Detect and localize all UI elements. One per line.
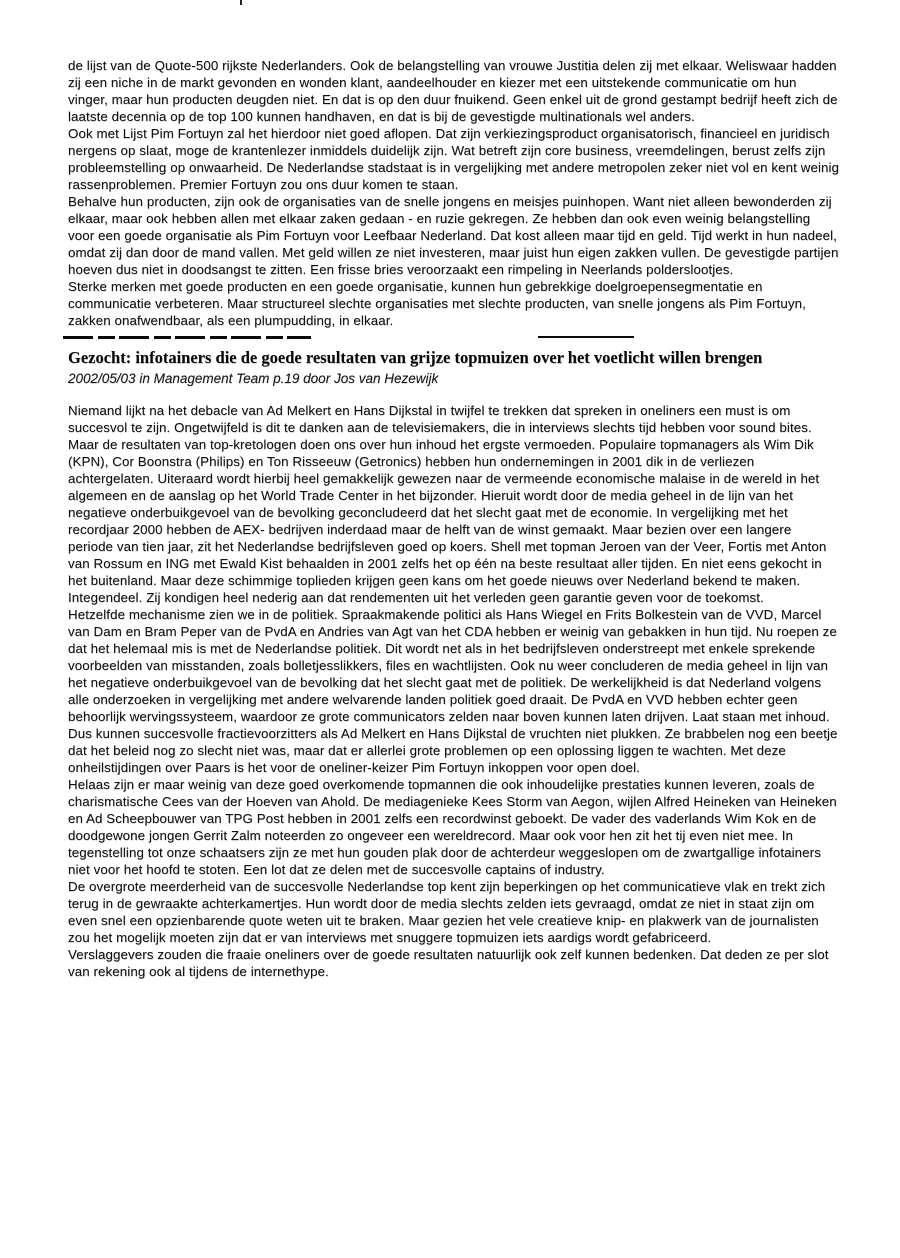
paragraph: De overgrote meerderheid van de succesvolle Nederlandse top kent zijn beperkingen op het communicatieve vlak en trekt zich terug in de gewraakte achterkamertjes. Hun wordt door de media slechts zelden iets gevraagd, omdat ze niet in staat zijn om even snel een opzienbarende quote weten uit te braken. Maar gezien het vele creatieve knip- en plakwerk van de journalisten zou het mogelijk moeten zijn dat er van interviews met snuggere topmuizen iets aardigs wordt gefabriceerd.: [68, 878, 826, 945]
divider-solid-segment: [538, 336, 634, 338]
paragraph: Behalve hun producten, zijn ook de organisaties van de snelle jongens en meisjes puinhopen. Want niet alleen bewonderden zij elkaar, maar ook hebben allen met elkaar zaken gedaan - en ruzie gekregen. Ze hebben dan ook even weinig belangstelling voor een goede organisatie als Pim Fortuyn voor Leefbaar Nederland. Dat kost alleen maar tijd en geld. Tijd werkt in hun nadeel, omdat zij dan door de mand vallen. Met geld willen ze niet investeren, maar juist hun eigen zakken vullen. De gevestigde partijen hoeven dus niet in doodsangst te zitten. Een frisse bries veroorzaakt een rimpeling in Neerlands polderslootjes.: [68, 194, 839, 277]
section-previous-article-continuation: [68, 57, 840, 329]
article-body: [68, 402, 840, 980]
scan-artifact-mark: [240, 0, 242, 5]
article-byline: 2002/05/03 in Management Team p.19 door Jos van Hezewijk: [68, 370, 439, 386]
section-article: [68, 346, 840, 980]
article-title: Gezocht: infotainers die de goede resultaten van grijze topmuizen over het voetlicht willen brengen: [68, 348, 763, 367]
page-content: [68, 57, 840, 980]
paragraph: Helaas zijn er maar weinig van deze goed overkomende topmannen die ook inhoudelijke prestaties kunnen leveren, zoals de charismatische Cees van der Hoeven van Ahold. De mediagenieke Kees Storm van Aegon, wijlen Alfred Heineken van Heineken en Ad Scheepbouwer van TPG Post hebben in 2001 zelfs een recordwinst geboekt. De vader des vaderlands Wim Kok en de doodgewone jongen Gerrit Zalm noteerden zo ongeveer een wereldrecord. Maar ook voor hen zit het tij even niet mee. In tegenstelling tot onze schaatsers zijn ze met hun gouden plak door de achterdeur weggeslopen om de zwartgallige infotainers niet voor het hoofd te stoten. Een lot dat ze delen met de succesvolle captains of industry.: [68, 776, 837, 877]
paragraph: Ook met Lijst Pim Fortuyn zal het hierdoor niet goed aflopen. Dat zijn verkiezingsproduct organisatorisch, financieel en juridisch nergens op slaat, moge de krantenlezer inmiddels duidelijk zijn. Wat betreft zijn core business, vreemdelingen, berust zelfs zijn probleemstelling op onwaarheid. De Nederlandse stadstaat is in vergelijking met andere metropolen zeker niet vol en kent weinig rassenproblemen. Premier Fortuyn zou ons duur komen te staan.: [68, 126, 840, 192]
paragraph: Niemand lijkt na het debacle van Ad Melkert en Hans Dijkstal in twijfel te trekken dat spreken in oneliners een must is om succesvol te zijn. Ongetwijfeld is dit te danken aan de televisiemakers, die in interviews slechts tijd hebben voor sound bites. Maar de resultaten van top-kretologen doen ons over hun inhoud het ergste vermoeden. Populaire topmanagers als Wim Dik (KPN), Cor Boonstra (Philips) en Ton Risseeuw (Getronics) hebben hun ondernemingen in 2001 dik in de verliezen achtergelaten. Uiteraard wordt hierbij heel gemakkelijk gewezen naar de vermeende economische malaise in de wereld in het algemeen en de aanslag op het World Trade Center in het bijzonder. Hieruit wordt door de media geheel in de lijn van het negatieve onderbuikgevoel van de bevolking geconcludeerd dat het slecht gaat met de economie. In vergelijking met het recordjaar 2000 hebben de AEX- bedrijven inderdaad maar de helft van de winst gemaakt. Maar bezien over een langere periode van tien jaar, zit het Nederlandse bedrijfsleven goed op koers. Shell met topman Jeroen van der Veer, Fortis met Anton van Rossum en ING met Ewald Kist behaalden in 2001 zelfs het op één na beste resultaat aller tijden. En niet eens gekocht in het buitenland. Maar deze schimmige toplieden krijgen geen kans om het goede nieuws over Nederland bekend te maken. Integendeel. Zij kondigen heel nederig aan dat rendementen uit het verleden geen garantie geven voor de toekomst.: [68, 402, 827, 605]
divider-dashed-segment: [63, 336, 311, 339]
paragraph: de lijst van de Quote-500 rijkste Nederlanders. Ook de belangstelling van vrouwe Justitia delen zij met elkaar. Weliswaar hadden zij een niche in de markt gevonden en wonden klant, aandeelhouder en kiezer met een uitstekende communicatie om hun vinger, maar hun producten deugden niet. En dat is op den duur fnuikend. Geen enkel uit de grond gestampt bedrijf heeft zich de laatste decennia op de top 100 kunnen handhaven, en dat is bij de gevestigde multinationals wel anders.: [68, 58, 838, 124]
section-divider-rule: [63, 336, 840, 340]
paragraph: Sterke merken met goede producten en een goede organisatie, kunnen hun gebrekkige doelgroepensegmentatie en communicatie verbeteren. Maar structureel slechte organisaties met slechte producten, van snelle jongens als Pim Fortuyn, zakken onafwendbaar, als een plumpudding, in elkaar.: [68, 279, 806, 328]
paragraph: Hetzelfde mechanisme zien we in de politiek. Spraakmakende politici als Hans Wiegel en Frits Bolkestein van de VVD, Marcel van Dam en Bram Peper van de PvdA en Andries van Agt van het CDA hebben er weinig van gebakken in hun tijd. Nu roepen ze dat het helemaal mis is met de Nederlandse politiek. Dit wordt net als in het bedrijfsleven onderstreept met enkele sprekende voorbeelden van misstanden, zoals bolletjesslikkers, files en wachtlijsten. Ook nu weer concluderen de media geheel in lijn van het negatieve onderbuikgevoel van de bevolking dat het slecht gaat met de politiek. De werkelijkheid is dat Nederland volgens alle onderzoeken in vergelijking met andere welvarende landen politiek goed draait. De PvdA en VVD hebben echter geen behoorlijk wervingssysteem, waardoor ze grote communicators zelden naar boven kunnen laten drijven. Laat staan met inhoud. Dus kunnen succesvolle fractievoorzitters als Ad Melkert en Hans Dijkstal de vruchten niet plukken. Ze brabbelen nog een beetje dat het beleid nog zo slecht niet was, maar dat er allerlei grote problemen op een oplossing liggen te wachten. Met deze onheilstijdingen over Paars is het voor de oneliner-keizer Pim Fortuyn inkoppen voor open doel.: [68, 606, 838, 775]
paragraph: Verslaggevers zouden die fraaie oneliners over de goede resultaten natuurlijk ook zelf kunnen bedenken. Dat deden ze per slot van rekening ook al tijdens de internethype.: [68, 946, 829, 979]
